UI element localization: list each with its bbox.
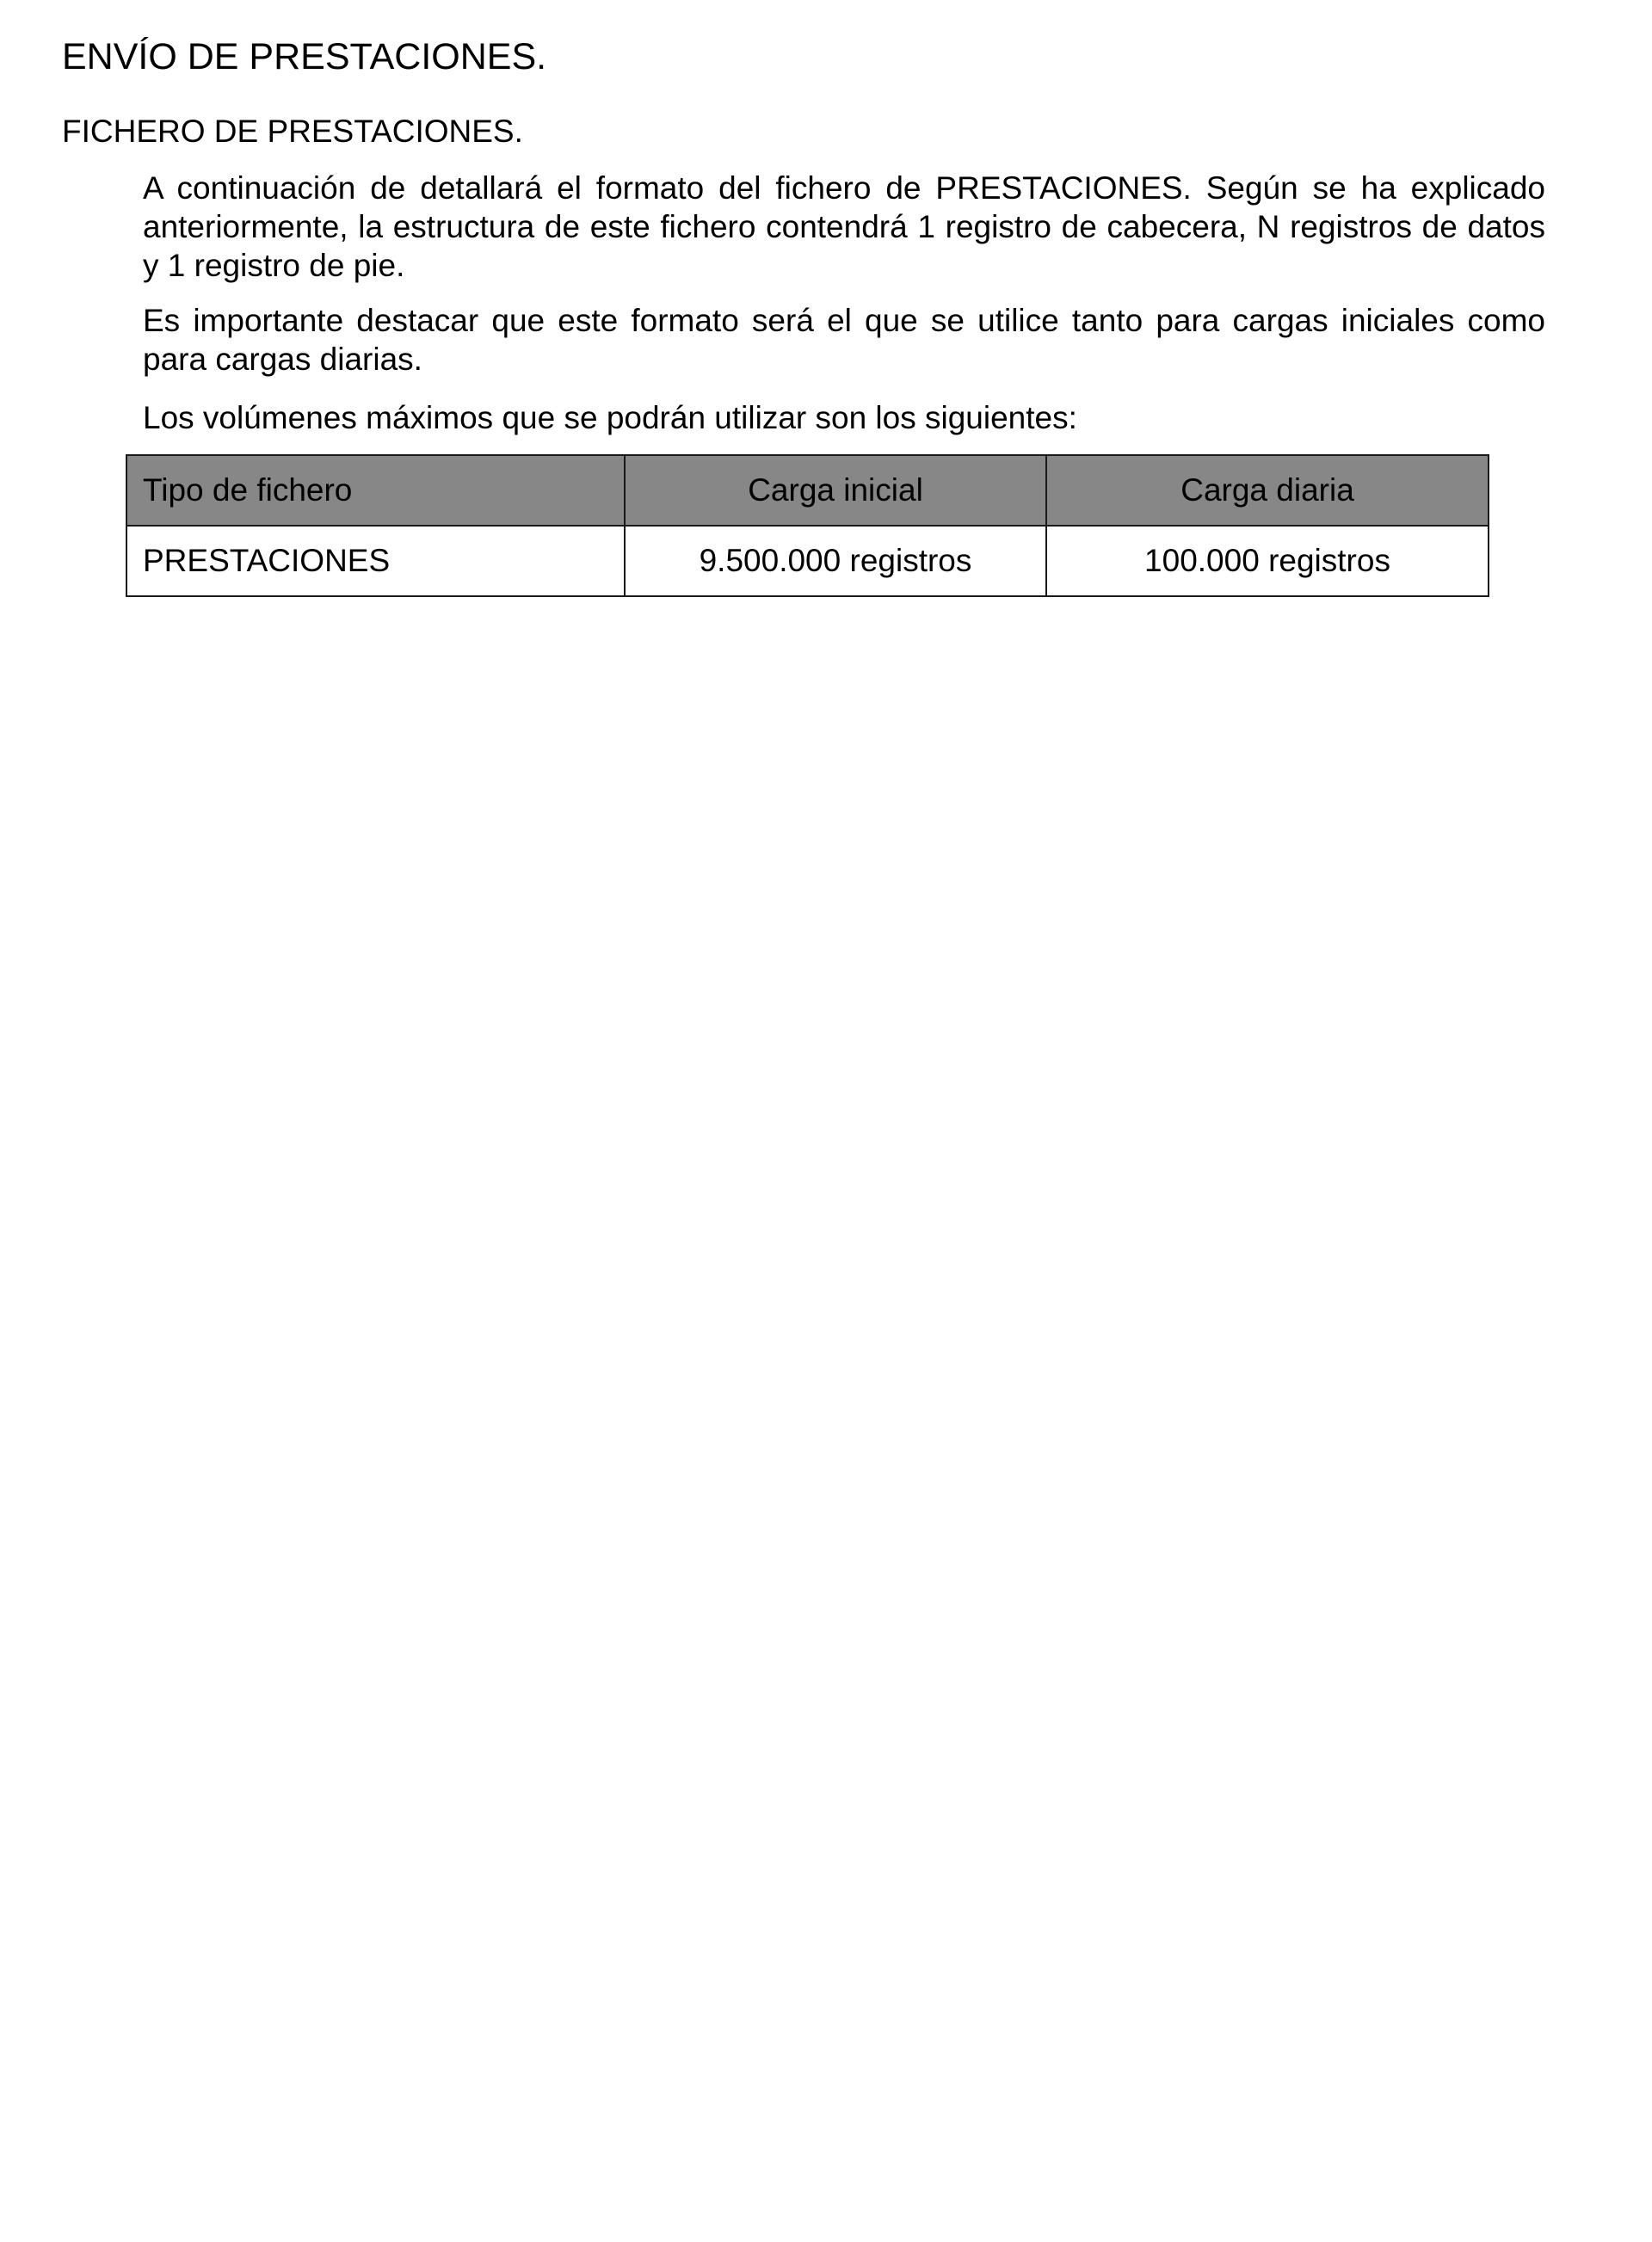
header-file-type: Tipo de fichero: [126, 455, 625, 526]
cell-file-type: PRESTACIONES: [126, 526, 625, 596]
section-title: FICHERO DE PRESTACIONES.: [62, 114, 523, 149]
header-daily-load: Carga diaria: [1046, 455, 1489, 526]
format-note-paragraph: Es importante destacar que este formato será el que se utilice tanto para cargas iniciales como para cargas diarias.: [143, 303, 1545, 377]
header-initial-load: Carga inicial: [625, 455, 1046, 526]
document-title: ENVÍO DE PRESTACIONES.: [62, 36, 547, 77]
cell-initial-load: 9.500.000 registros: [625, 526, 1046, 596]
cell-daily-load: 100.000 registros: [1046, 526, 1489, 596]
table-row: [126, 526, 1489, 596]
volumes-intro-paragraph: Los volúmenes máximos que se podrán utilizar son los siguientes:: [143, 400, 1077, 435]
volumes-table: [126, 454, 1489, 597]
table-header-row: [126, 455, 1489, 526]
intro-paragraph: A continuación de detallará el formato del fichero de PRESTACIONES. Según se ha explicado anteriormente, la estructura de este fichero contendrá 1 registro de cabecera, N registros de datos y 1 registro de pie.: [143, 170, 1545, 283]
